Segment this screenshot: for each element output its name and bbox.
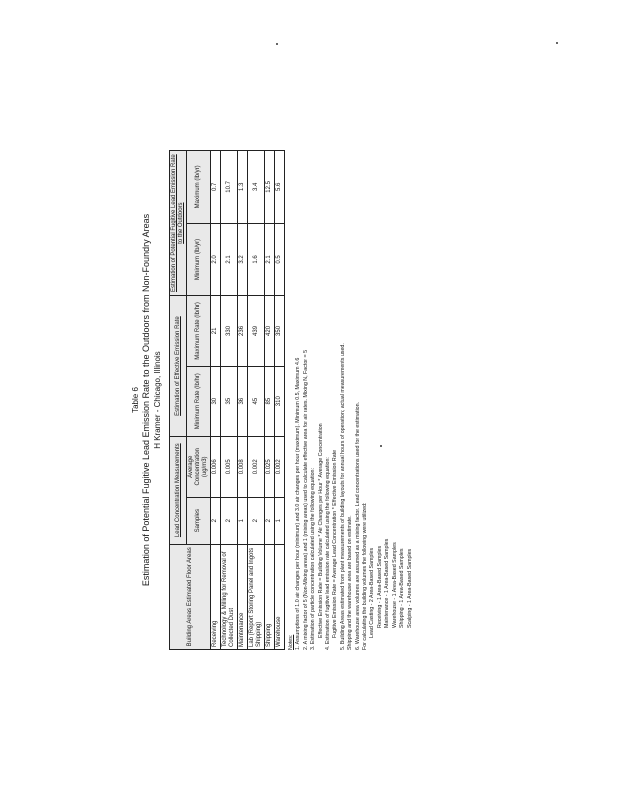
note-line: 4. Estimation of fugitive lead emission rate calculated using the following equation:	[324, 457, 331, 650]
note-line: 5. Building Areas estimated from plant measurements of building layouts for annual hours of operation; actual measurements used.	[339, 343, 346, 650]
notes-section	[288, 150, 414, 650]
note-line: For calculating the building volumes the following were utilized:	[361, 502, 368, 650]
max-rate-cell: 330	[220, 296, 237, 366]
min-rate-cell: 85	[264, 366, 274, 436]
note-line: 6. Warehouse area volumes are assumed as a mixing factor. Lead concentrations used for the estimation.	[354, 401, 361, 650]
max-emission-cell: 1.3	[237, 151, 247, 224]
min-rate-cell: 310	[274, 366, 284, 436]
note-sub-line: Shipping - 1 Area-Based Samples	[398, 548, 405, 628]
emission-table	[169, 150, 285, 650]
max-rate-cell: 420	[264, 296, 274, 366]
table-group-header-row	[169, 151, 186, 650]
max-rate-cell: 350	[274, 296, 284, 366]
min-emission-cell: 3.2	[237, 223, 247, 296]
minimum-emission-header: Minimum (lb/yr)	[186, 223, 210, 296]
average-cell: 0.005	[220, 436, 237, 497]
note-sub-line: Scalping - 1 Area-Based Samples	[406, 548, 412, 628]
scan-speck	[380, 445, 382, 447]
note-sub-line: Lead Casting - 2 Area-Based Samples	[368, 547, 375, 638]
min-emission-cell: 1.6	[247, 223, 264, 296]
min-rate-cell: 36	[237, 366, 247, 436]
maximum-rate-header: Maximum Rate (lb/hr)	[186, 296, 210, 366]
samples-cell: 2	[264, 497, 274, 544]
samples-cell: 1	[237, 497, 247, 544]
max-emission-cell: 12.5	[264, 151, 274, 224]
table-row	[237, 151, 247, 650]
table-row	[264, 151, 274, 650]
rotated-document	[130, 150, 490, 650]
note-sub-line: Warehouse - 1 Area-Based Samples	[391, 542, 398, 628]
min-rate-cell: 30	[210, 366, 220, 436]
note-line: Shipping and the warehouse area are based on estimate.	[346, 515, 353, 650]
note-sub-line: Receiving - 1 Area-Based Samples	[376, 545, 383, 628]
maximum-emission-header: Maximum (lb/yr)	[186, 151, 210, 224]
area-cell: Technology & Milling for Removal of Collected Dust	[220, 544, 237, 649]
potential-emission-header: Estimation of Potential Fugitive Lead Emission Rate to the Outdoors	[169, 151, 186, 296]
table-number: Table 6	[130, 387, 140, 413]
min-emission-cell: 2.0	[210, 223, 220, 296]
samples-cell: 1	[274, 497, 284, 544]
note-line: 1. Assumptions of 1.0 air changes per hour (minimum) and 3.0 air changes per hour (maximum). Minimum 0.5, Maximum 4.6	[294, 357, 301, 650]
table-row	[247, 151, 264, 650]
scan-speck	[276, 43, 278, 45]
min-emission-cell: 2.1	[220, 223, 237, 296]
table-row	[274, 151, 284, 650]
samples-cell: 2	[247, 497, 264, 544]
scan-speck	[556, 42, 558, 44]
max-emission-cell: 3.4	[247, 151, 264, 224]
min-emission-cell: 0.5	[274, 223, 284, 296]
average-cell: 0.006	[210, 436, 220, 497]
samples-cell: 2	[210, 497, 220, 544]
average-cell: 0.008	[237, 436, 247, 497]
area-cell: Lab (Report Storing Panel and Ingots Shipping)	[247, 544, 264, 649]
area-cell: Warehouse	[274, 544, 284, 649]
max-rate-cell: 236	[237, 296, 247, 366]
building-header: Building Areas Estimated Floor Areas	[169, 544, 210, 649]
area-cell: Receiving	[210, 544, 220, 649]
samples-cell: 2	[220, 497, 237, 544]
max-emission-cell: 0.7	[210, 151, 220, 224]
area-cell: Maintenance	[237, 544, 247, 649]
table-row	[220, 151, 237, 650]
max-emission-cell: 10.7	[220, 151, 237, 224]
emission-rate-header: Estimation of Effective Emission Rate	[169, 296, 186, 437]
samples-header: Samples	[186, 497, 210, 544]
max-emission-cell: 5.6	[274, 151, 284, 224]
note-line: 2. A mixing factor of 5 (Non-Mixing areas) and 1 (mixing areas) used to calculate effective area for air rates. Mixing N, Factor = 5	[302, 349, 309, 650]
note-sub-line: Maintenance - 1 Area-Based Samples	[383, 538, 390, 628]
document-heading	[130, 150, 163, 650]
table-title: Estimation of Potential Fugitive Lead Emission Rate to the Outdoors from Non-Foundry Areas	[140, 213, 151, 587]
min-emission-cell: 2.1	[264, 223, 274, 296]
average-cell: 0.002	[247, 436, 264, 497]
lead-concentration-header: Lead Concentration Measurements	[169, 436, 186, 544]
min-rate-cell: 35	[220, 366, 237, 436]
table-subtitle: H Kramer - Chicago, Illinois	[152, 351, 162, 449]
note-line: Fugitive Emission Rate = Average Lead Concentration * Effective Emission Rate	[331, 449, 338, 638]
table-row	[210, 151, 220, 650]
average-cell: 0.002	[274, 436, 284, 497]
max-rate-cell: 21	[210, 296, 220, 366]
notes-heading: Notes:	[287, 634, 294, 650]
average-cell: 0.025	[264, 436, 274, 497]
area-cell: Shipping	[264, 544, 274, 649]
average-concentration-header: Average Concentration (ug/m3)	[186, 436, 210, 497]
note-line: Effective Emission Rate = Building Volume * Air Changes per Hour * Average Concentration	[317, 423, 324, 638]
minimum-rate-header: Minimum Rate (lb/hr)	[186, 366, 210, 436]
max-rate-cell: 439	[247, 296, 264, 366]
note-line: 3. Estimation of particle concentration calculated using the following equation:	[309, 468, 316, 650]
min-rate-cell: 45	[247, 366, 264, 436]
